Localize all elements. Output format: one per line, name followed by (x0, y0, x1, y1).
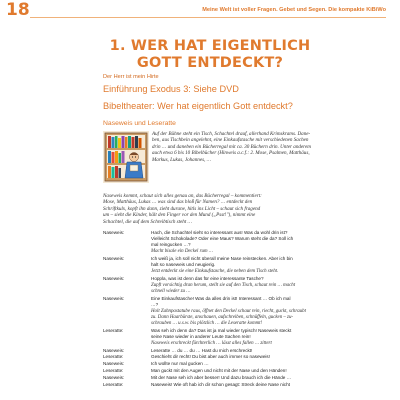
stage2-line: um – sieht die Kinder, hält den Finger vor den Mund („Psst!"), nimmt eine (103, 212, 256, 219)
dialogue-line (103, 230, 393, 249)
spoken-text (151, 296, 393, 308)
stage1-line: drin … und daneben ein Bücherregal mit ca. 30 Büchern drin. Unter anderem (152, 143, 311, 150)
stage-direction-line: schrauben … u.s.w. bis plötzlich … die Leseratte kommt! (151, 321, 263, 326)
spoken-text (151, 276, 393, 282)
section-heading-intro: Einführung Exodus 3: Siehe DVD (103, 84, 239, 94)
spoken-text-line: Hach, die Schachtel sieht so interessant aus! Was da wohl drin ist? (151, 230, 288, 235)
spoken-text (151, 230, 393, 249)
spoken-text (151, 382, 393, 388)
spoken-text-line: Mit der Nase seh ich aber besser! Und dazu brauch ich die Hände … (151, 374, 292, 380)
spoken-text-line: halt so naseweis und neugierig. (151, 262, 216, 268)
spoken-text-line: Leseratte … du … du … Hast du mich erschreckt! (151, 347, 253, 353)
scene-subtitle: Naseweis und Leseratte (103, 120, 176, 127)
spoken-text (151, 361, 393, 367)
stage2-line: Schachtel, die auf dem Schreibtisch steht … (103, 218, 193, 225)
stage-direction (151, 269, 391, 275)
spoken-text (151, 348, 393, 354)
dialogue-line (103, 256, 393, 268)
dialogue-line (103, 361, 393, 367)
stage1-line: Markus, Lukas, Johannes, … (152, 156, 212, 163)
spoken-text (151, 375, 393, 381)
chapter-title (60, 38, 360, 72)
stage-direction-line: Zupft vorsichtig dran herum, stellt sie auf den Tisch, schaut rein … macht (151, 282, 296, 288)
chapter-title-line2: GOTT ENTDECKT? (136, 55, 284, 71)
speaker-name: Naseweis: (103, 374, 125, 380)
stage-direction-line: Jetzt entdeckt sie eine Einkaufstasche, die neben dem Tisch steht. (151, 269, 279, 274)
speaker-name: Naseweis: (103, 256, 125, 261)
spoken-text (151, 328, 393, 340)
section-heading-theater: Bibeltheater: Wer hat eigentlich Gott entdeckt? (103, 101, 293, 111)
spoken-text-line: Ich wollte nur mal gucken … (151, 361, 209, 367)
stage-direction (151, 341, 391, 347)
spoken-text-line: Hoppla, was ist denn das für eine interessante Tasche? (151, 275, 264, 281)
dialogue-line (103, 368, 393, 374)
stage-directions-1 (152, 131, 392, 163)
stage-direction-line: zu. Dann Haarbürste, anschauen, aufschreiben, schnüffeln, gucken – zu- (151, 314, 294, 320)
stage2-line: Mose, Matthäus, Lukas … was sind das bloß für Namen? … entdeckt den (103, 199, 253, 206)
stage-direction-line: Holt Zahnpastatube raus, öffnet den Deckel schaut rein, riecht, guckt, schraubt (151, 308, 306, 314)
bookshelf-illustration (103, 131, 149, 183)
spoken-text-line: Vielleicht Schokolade? Oder eine Maus? Warum steht die da? Soll ich (151, 236, 294, 242)
header-title: Meine Welt ist voller Fragen. Gebet und Segen. Die kompakte KiBiWo (202, 7, 386, 13)
dialogue-line (103, 348, 393, 354)
spoken-text-line: seine Nase wieder in anderer Leute Sachen rein! (151, 334, 251, 339)
spoken-text-line: Geschieht dir recht! Du bist aber auch immer so naseweis! (151, 354, 270, 360)
speaker-name: Naseweis: (103, 347, 125, 353)
chapter-title-line1: 1. WER HAT EIGENTLICH (109, 38, 311, 54)
speaker-name: Leseratte: (103, 327, 124, 333)
speaker-name: Naseweis: (103, 230, 125, 235)
stage-direction-line: Naseweis erschreckt fürchterlich … lässt alles fallen … zittert (151, 340, 272, 346)
dialogue-line (103, 328, 393, 340)
spoken-text-line: Eine Einkaufstasche! Was da alles drin ist! Interessant … Ob ich mal (151, 295, 291, 301)
spoken-text-line: mal reingucken …? (151, 242, 191, 248)
dialogue-line (103, 382, 393, 388)
spoken-text-line: Man guckt mit den Augen und nicht mit der Nase und den Händen! (151, 368, 287, 373)
page-number: 18 (6, 0, 30, 20)
stage-direction-line: schnell wieder zu … (151, 288, 191, 294)
stage1-line: ben, aus Tischbein angelehnt, eine Einkaufstasche mit verschiedenen Sachen (152, 137, 309, 144)
stage1-line: auch etwa 6 bis 10 Bibelbücher (Hinweis a.c.f.: 2. Mose, Psalmen, Matthäus, (152, 150, 310, 157)
spoken-text-line: …? (151, 301, 159, 307)
speaker-name: Naseweis: (103, 361, 125, 367)
dialogue-line (103, 375, 393, 381)
stage1-line: Auf der Bühne steht ein Tisch, Schachtel drauf, allerhand Krimskrams. Dane- (152, 131, 311, 137)
stage-direction (151, 283, 391, 295)
dialogue-line (103, 276, 393, 282)
stage2-line: Naseweis kommt, schaut sich alles genau an, das Bücherregal – kommentiert: (103, 193, 262, 199)
speaker-name: Leseratte: (103, 381, 124, 387)
spoken-text (151, 368, 393, 374)
page-header (0, 0, 400, 22)
spoken-text-line: Was seh ich denn da? Das ist ja mal wieder typisch! Naseweis steckt (151, 327, 292, 333)
speaker-name: Leseratte: (103, 368, 124, 373)
speaker-name: Leseratte: (103, 354, 124, 360)
spoken-text (151, 354, 393, 360)
stage-direction-line: Macht bisale ein Deckel rum … (151, 249, 214, 255)
dialogue-line (103, 296, 393, 308)
spoken-text-line: Ich weiß ja, ich soll nicht überall meine Nase reinstecken. Aber ich bin (151, 256, 293, 261)
stage-direction (151, 249, 391, 255)
speaker-name: Naseweis: (103, 295, 125, 301)
kicker-text: Der Herr ist mein Hirte (103, 74, 159, 80)
stage-direction (151, 309, 391, 328)
spoken-text (151, 256, 393, 268)
speaker-name: Naseweis: (103, 275, 125, 281)
dialogue-line (103, 354, 393, 360)
stage2-line: Schriftkulx, kopft ihn dann, zieht durane, hitls ins Licht – schaut sich fragend (103, 205, 261, 212)
spoken-text-line: Naseweis! Wie oft hab ich dir schon gesagt: Streck deine Nase nicht (151, 381, 290, 387)
stage-directions-2 (103, 193, 393, 225)
header-divider (30, 17, 386, 18)
